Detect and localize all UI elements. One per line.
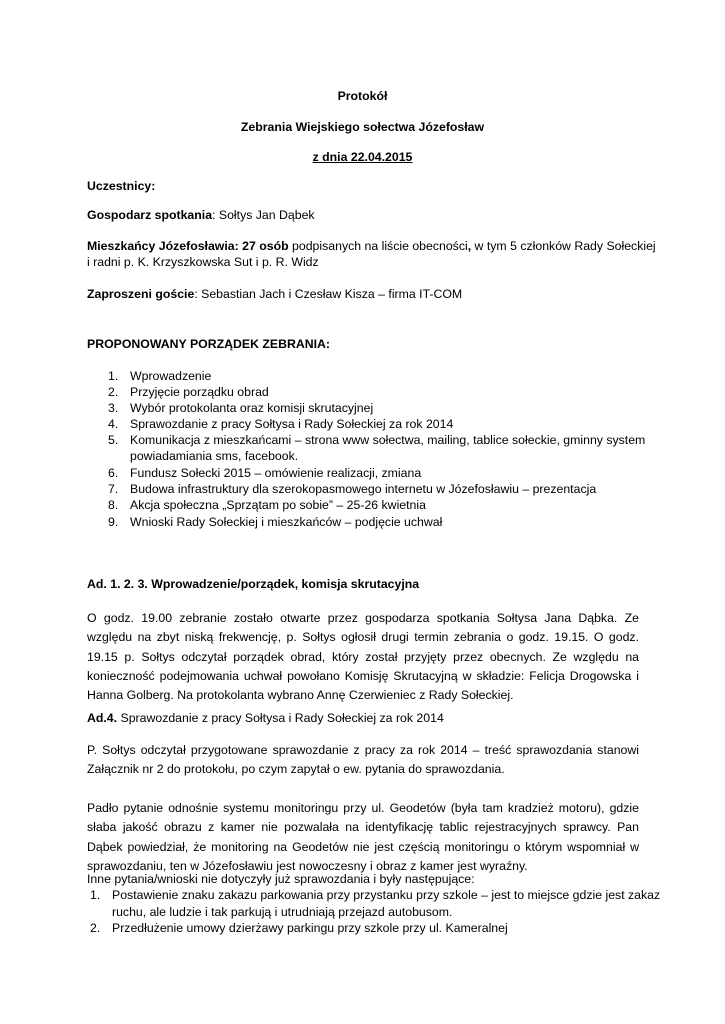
section1-paragraph: O godz. 19.00 zebranie zostało otwarte przez gospodarza spotkania Sołtysa Jana Dąbka. Ze względu na zbyt niską frekwencję, p. Sołtys ogłosił drugi termin zebrania o godz. 19.15. O godz. 19.15 p. Sołtys odczytał porządek obrad, który został przyjęty przez obecnych. Ze względu na konieczność podejmowania uchwał powołano Komisję Skrutacyjną w składzie: Felicja Drogowska i Hanna Golberg. Na protokolanta wybrano Annę Czerwieniec z Rady Sołeckiej. xyxy=(87,611,639,703)
agenda-item-number: 1. xyxy=(108,369,119,383)
requests-intro: Inne pytania/wnioski nie dotyczyły już sprawozdania i były następujące: xyxy=(87,872,475,886)
agenda-item-text: Budowa infrastruktury dla szerokopasmowego internetu w Józefosławiu – prezentacja xyxy=(130,482,597,496)
agenda-item-text: Przyjęcie porządku obrad xyxy=(130,385,269,399)
agenda-item-number: 6. xyxy=(108,466,119,480)
section2-paragraph-1: P. Sołtys odczytał przygotowane sprawozdanie z pracy za rok 2014 – treść sprawozdania stanowi Załącznik nr 2 do protokołu, po czym zapytał o ew. pytania do sprawozdania. xyxy=(87,743,639,777)
agenda-item xyxy=(0,416,725,432)
host-label: Gospodarz spotkania xyxy=(87,208,213,222)
agenda-item xyxy=(0,497,725,513)
section1-heading: Ad. 1. 2. 3. Wprowadzenie/porządek, komisja skrutacyjna xyxy=(87,577,420,591)
agenda-item-text-cont: powiadamiania sms, facebook. xyxy=(130,449,299,463)
guests-line xyxy=(87,286,462,302)
section2-heading xyxy=(87,710,444,726)
agenda-item xyxy=(0,465,725,481)
agenda-item-text: Fundusz Sołecki 2015 – omówienie realizacji, zmiana xyxy=(130,466,422,480)
agenda-item xyxy=(0,400,725,416)
host-value: : Sołtys Jan Dąbek xyxy=(212,208,315,222)
request-item xyxy=(0,920,725,937)
document-date: z dnia 22.04.2015 xyxy=(312,150,413,164)
agenda-item-text: Wybór protokolanta oraz komisji skrutacyjnej xyxy=(130,401,374,415)
guests-label: Zaproszeni goście xyxy=(87,287,195,301)
agenda-item xyxy=(0,432,725,448)
request-item-number: 1. xyxy=(90,888,101,902)
agenda-item-text: Sprawozdanie z pracy Sołtysa i Rady Sołeckiej za rok 2014 xyxy=(130,417,454,431)
agenda-item-number: 2. xyxy=(108,385,119,399)
agenda-item-number: 5. xyxy=(108,433,119,447)
agenda-item-number: 8. xyxy=(108,498,119,512)
participants-heading: Uczestnicy: xyxy=(87,179,156,193)
agenda-item xyxy=(0,384,725,400)
request-item xyxy=(0,887,725,904)
agenda-item xyxy=(0,514,725,530)
agenda-item xyxy=(0,481,725,497)
request-item-text: Postawienie znaku zakazu parkowania przy przystanku przy szkole – jest to miejsce gdzie jest zakaz xyxy=(112,888,661,902)
residents-label: Mieszkańcy Józefosławia: 27 osób xyxy=(87,239,289,253)
agenda-item-continuation xyxy=(0,448,725,464)
agenda-item-number: 4. xyxy=(108,417,119,431)
section2-heading-bold: Ad.4. xyxy=(87,711,118,725)
request-item-text: Przedłużenie umowy dzierżawy parkingu przy szkole przy ul. Kameralnej xyxy=(112,921,508,935)
section2-heading-text: Sprawozdanie z pracy Sołtysa i Rady Sołeckiej za rok 2014 xyxy=(117,711,444,725)
agenda-heading: PROPONOWANY PORZĄDEK ZEBRANIA: xyxy=(87,337,330,351)
guests-value: : Sebastian Jach i Czesław Kisza – firma IT-COM xyxy=(194,287,463,301)
agenda-item-text: Wprowadzenie xyxy=(130,369,212,383)
section2-paragraph-2: Padło pytanie odnośnie systemu monitoringu przy ul. Geodetów (była tam kradzież motoru), gdzie słaba jakość obrazu z kamer nie pozwalała na identyfikację tablic rejestracyjnych sprawcy. Pan Dąbek powiedział, że monitoring na Geodetów nie jest częścią monitoringu o którym wspomniał w sprawozdaniu, ten w Józefosławiu jest nowoczesny i obraz z kamer jest wyraźny. xyxy=(87,801,639,873)
residents-comma: , xyxy=(467,239,472,253)
agenda-item-number: 3. xyxy=(108,401,119,415)
request-item-continuation xyxy=(0,904,725,921)
agenda-item-text: Wnioski Rady Sołeckiej i mieszkańców – podjęcie uchwał xyxy=(130,515,443,529)
request-item-text-cont: ruchu, ale ludzie i tak parkują i utrudniają przejazd autobusom. xyxy=(112,905,453,919)
request-item-number: 2. xyxy=(90,921,101,935)
agenda-item-text: Komunikacja z mieszkańcami – strona www sołectwa, mailing, tablice sołeckie, gminny system xyxy=(130,433,646,447)
residents-line-2: i radni p. K. Krzyszkowska Sut i p. R. Widz xyxy=(87,255,319,269)
agenda-item-text: Akcja społeczna „Sprzątam po sobie” – 25-26 kwietnia xyxy=(130,498,426,512)
agenda-item-number: 9. xyxy=(108,515,119,529)
agenda-item xyxy=(0,368,725,384)
host-line xyxy=(87,207,315,223)
agenda-item-number: 7. xyxy=(108,482,119,496)
document-title: Protokół xyxy=(337,89,388,103)
residents-text: podpisanych na liście obecności xyxy=(288,239,468,253)
residents-text2: w tym 5 członków Rady Sołeckiej xyxy=(471,239,656,253)
residents-line xyxy=(87,238,656,254)
document-subtitle: Zebrania Wiejskiego sołectwa Józefosław xyxy=(240,120,485,134)
